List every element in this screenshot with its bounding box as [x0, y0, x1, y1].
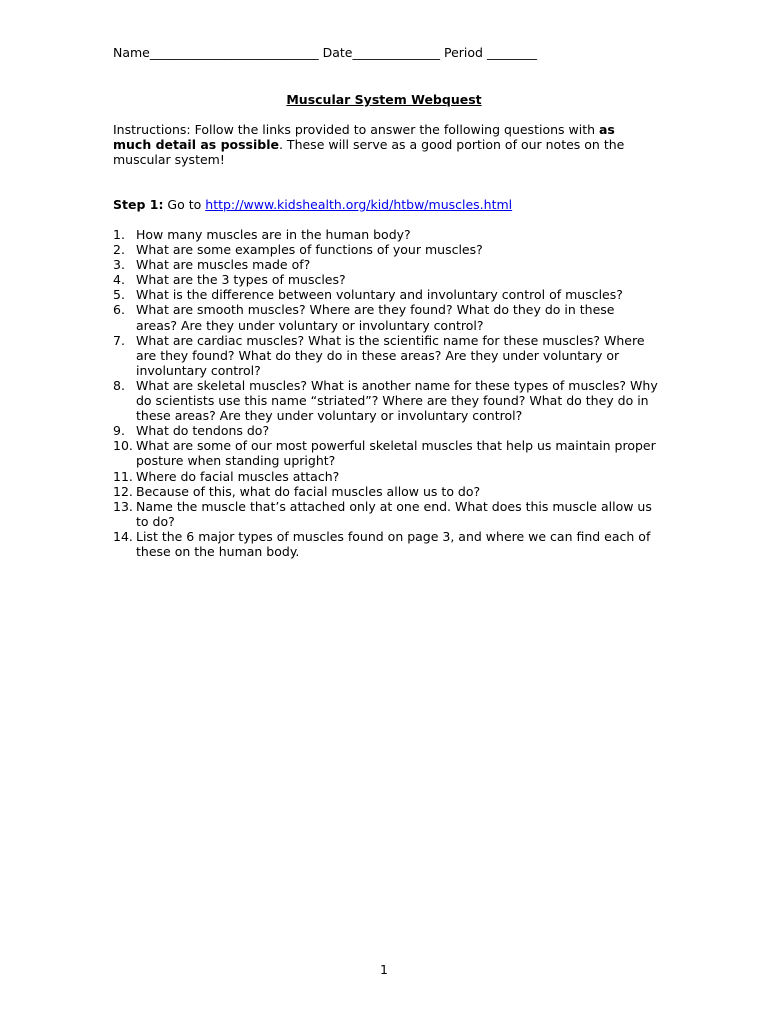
date-label: Date: [322, 45, 353, 60]
question-text: How many muscles are in the human body?: [136, 227, 411, 242]
step-1-text: Go to: [163, 197, 206, 212]
question-list: [113, 227, 658, 559]
question-number: 5.: [113, 287, 125, 303]
question-text: What are muscles made of?: [136, 257, 311, 273]
question-item: [113, 227, 658, 242]
question-text: Because of this, what do facial muscles allow us to do?: [136, 483, 481, 499]
question-item: [113, 469, 658, 484]
question-number: 2.: [113, 242, 125, 258]
question-number: 12.: [113, 483, 133, 499]
question-text: What are skeletal muscles? What is another name for these types of muscles? Why do scientists use this name “striated”? Where are they found? What do they do in these areas? Are they under voluntary or involuntary control?: [136, 377, 658, 424]
question-text: Name the muscle that’s attached only at one end. What does this muscle allow us to do?: [136, 498, 652, 529]
question-number: 3.: [113, 257, 125, 273]
date-blank[interactable]: ______________: [352, 45, 441, 60]
instructions-emphasis: as much detail as possible: [113, 122, 615, 153]
question-item: [113, 529, 658, 559]
question-number: 7.: [113, 332, 125, 348]
question-number: 13.: [113, 498, 133, 514]
question-text: What are some examples of functions of your muscles?: [136, 242, 483, 258]
question-text: What is the difference between voluntary and involuntary control of muscles?: [136, 287, 623, 303]
question-item: [113, 287, 658, 302]
instructions-paragraph: [113, 122, 643, 168]
question-item: [113, 484, 658, 499]
question-text: What are the 3 types of muscles?: [136, 272, 346, 288]
question-text: What are some of our most powerful skeletal muscles that help us maintain proper posture when standing upright?: [136, 438, 656, 469]
period-blank[interactable]: ________: [486, 45, 537, 60]
question-text: Where do facial muscles attach?: [136, 468, 340, 484]
instructions-prefix: Instructions: Follow the links provided to answer the following questions with: [113, 122, 599, 137]
question-item: [113, 242, 658, 257]
student-info-line: [113, 45, 537, 61]
question-number: 11.: [113, 468, 133, 484]
question-text: What are smooth muscles? Where are they found? What do they do in these areas? Are they under voluntary or involuntary control?: [136, 302, 615, 333]
instructions-suffix: . These will serve as a good portion of our notes on the muscular system!: [113, 137, 625, 168]
question-item: [113, 272, 658, 287]
question-item: [113, 302, 658, 332]
question-item: [113, 438, 658, 468]
question-number: 1.: [113, 227, 125, 242]
question-text: What do tendons do?: [136, 423, 270, 439]
step-1: [113, 197, 512, 213]
question-item: [113, 333, 658, 378]
question-number: 4.: [113, 272, 125, 288]
question-item: [113, 257, 658, 272]
question-item: [113, 423, 658, 438]
question-text: What are cardiac muscles? What is the scientific name for these muscles? Where are they found? What do they do in these areas? Are they under voluntary or involuntary control?: [136, 332, 645, 378]
question-number: 8.: [113, 377, 125, 393]
question-number: 6.: [113, 302, 125, 318]
step-1-label: Step 1:: [113, 197, 164, 212]
page-title: Muscular System Webquest: [286, 92, 482, 107]
page-number: 1: [380, 962, 388, 977]
question-number: 14.: [113, 528, 133, 544]
name-label: Name: [113, 45, 150, 60]
question-text: List the 6 major types of muscles found on page 3, and where we can find each of these on the human body.: [136, 528, 651, 559]
period-label: Period: [444, 45, 483, 60]
name-blank[interactable]: ___________________________: [149, 45, 319, 60]
question-number: 10.: [113, 438, 133, 454]
kidshealth-link[interactable]: http://www.kidshealth.org/kid/htbw/muscles.html: [205, 197, 513, 212]
question-item: [113, 378, 658, 423]
question-item: [113, 499, 658, 529]
question-number: 9.: [113, 423, 125, 439]
